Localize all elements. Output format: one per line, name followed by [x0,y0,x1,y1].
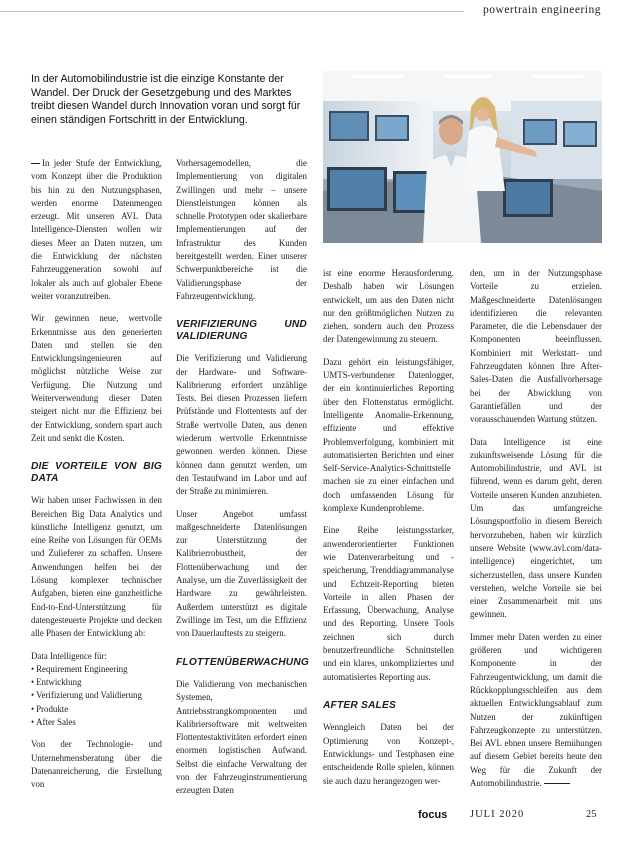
paragraph: Vorhersagemodellen, die Implementierung von digitalen Zwillingen und mehr – unsere Dienstleistungen können als schnelle Prototypen oder skalierbare Implementierungen auf der Infrastruktur des Kunden bereitgestellt werden. Einer unserer Schwerpunktbereiche ist die Validierungsphase der Fahrzeugentwicklung. [176,158,307,301]
list-item: • Entwicklung [31,676,162,689]
list-title: Data Intelligence für: [31,650,107,661]
list-item: • Verifizierung und Validierung [31,689,162,702]
section-label: powertrain engineering [483,4,601,16]
end-mark [544,783,570,784]
paragraph: ist eine enorme Herausforderung. Deshalb haben wir Lösungen entwickelt, um aus den Daten nicht nur den größtmöglichen Nutzen zu ziehen, sondern auch den Prozess der Datengewinnung zu steuern. [323,268,454,345]
column-4 [470,267,602,799]
column-2 [176,157,310,807]
paragraph: den, um in der Nutzungsphase Vorteile zu erzielen. Maßgeschneiderte Datenlösungen identifizieren die relevanten Parameter, die die Lebensdauer der Komponenten beeinflussen. Kombiniert mit Werkstatt- und Fahrzeugdaten können Ihre After-Sales-Daten die Ausfallvorhersage bei der Abwicklung von Garantiefällen und der vorausschauenden Wartung stützen. [470,268,602,425]
list-item: • After Sales [31,716,162,729]
subheading: FLOTTENÜBERWACHUNG [176,656,310,668]
list-item: • Requirement Engineering [31,663,162,676]
issue-date: JULI 2020 [470,809,525,820]
bullet-list [31,663,162,729]
paragraph: Eine Reihe leistungsstarker, anwenderorientierter Funktionen wie Datenverarbeitung und -speicherung, Trenddiagrammanalyse und Echtzeit-Reporting bieten Vorteile in allen Phasen der Erfassung, Überwachung, Analyse und des Reporting. Unsere Tools zeichnen sich durch benutzerfreundliche Schnittstellen und ein klares, unkompliziertes und automatisiertes Reporting aus. [323,525,454,682]
column-3 [323,267,454,797]
paragraph-dash [31,163,40,164]
paragraph: Unser Angebot umfasst maßgeschneiderte Datenlösungen zur Unterstützung der Kalibrierrobustheit, der Flottenüberwachung und der Analyse, um die Zuverlässigkeit der Hardware zu gewährleisten. Außerdem unterstützt es digitale Zwillinge im Test, um die Effizienz von Dauerlauftests zu steigern. [176,508,307,639]
paragraph: Data Intelligence ist eine zukunftsweisende Lösung für die Automobilindustrie, und AVL ist führend, wenn es darum geht, deren Vorteile unseren Kunden anzubieten. Um das umfangreiche Lösungsportfolio in diesem Bereich hervorzuheben, haben wir kürzlich unsere Website (www.avl.com/data-intelligence) eingerichtet, um sicherzustellen, dass unsere Kunden verstehen, welche Vorteile sie bei einer Zusammenarbeit mit uns gewinnen. [470,436,602,620]
paragraph: Immer mehr Daten werden zu einer größeren und wichtigeren Komponente in der Fahrzeugentwicklung, um damit die Rückkopplungsschleifen aus dem aktuellen Entwicklungsablauf zum Nutzen der zukünftigen Fahrzeugkonzepte zu unterstützen. Bei AVL ebnen unsere Bemühungen auf diesem Gebiet bereits heute den Weg für die Zukunft der Automobilindustrie. [470,631,602,788]
paragraph: Wir haben unser Fachwissen in den Bereichen Big Data Analytics und künstliche Intelligenz genutzt, um eine Reihe von Lösungen für OEMs und Zulieferer zu schaffen. Unsere Anwendungen helfen bei der Lösung komplexer technischer Aufgaben, bieten eine ganzheitliche End-to-End-Unterstützung für datengesteuerte Projekte und decken alle Phasen der Entwicklung ab: [31,495,162,639]
paragraph: Wenngleich Daten bei der Optimierung von Konzept-, Entwicklungs- und Testphasen eine entscheidende Rolle spielen, können sie auch dazu herangezogen wer- [323,722,454,786]
header-rule [0,11,464,12]
list-item: • Produkte [31,703,162,716]
paragraph: Die Validierung von mechanischen Systemen, Antriebsstrangkomponenten und Kalibriersoftware mit weltweiten Flottentestaktivitäten erfordert einen enormen logistischen Aufwand. Selbst die einfache Verwaltung der von der Fahrzeuginstrumentierung erzeugten Daten [176,679,307,796]
paragraph: Von der Technologie- und Unternehmensberatung über die Datenanreicherung, die Erstellung von [31,739,162,790]
subheading: AFTER SALES [323,699,396,711]
magazine-logo: focus [418,809,448,821]
page-number: 25 [586,809,597,820]
paragraph: Die Verifizierung und Validierung der Hardware- und Software-Kalibrierung erfordert unzählige Tests. Bei diesen Prozessen liefern Prüfstände und Flottentests auf der Straße wertvolle Daten, aus denen wiederum wertvolle Erkenntnisse gewonnen werden können. Diese können dann genutzt werden, um den Testaufwand im Labor und auf der Straße zu minimieren. [176,353,307,497]
subheading: DIE VORTEILE VON BIG DATA [31,461,162,484]
paragraph: Wir gewinnen neue, wertvolle Erkenntnisse aus den generierten Daten und stellen sie den Entwicklungsingenieuren auf möglichst nützliche Weise zur Verfügung. Die Nutzung und Weiterverwendung dieser Daten steigert nicht nur die Effizienz bei der Entwicklung, sondern spart auch Zeit und senkt die Kosten. [31,313,162,443]
column-1 [31,157,162,800]
subheading: VERIFIZIERUNG UND VALIDIERUNG [176,319,307,342]
paragraph: In jeder Stufe der Entwicklung, vom Konzept über die Produktion bis hin zu den Nutzungsphasen, werden enorme Datenmengen erzeugt. Mit unseren AVL Data Intelligence-Diensten wollen wir dieses Meer an Daten nutzen, um die Entwicklung der nächsten Fahrzeuggeneration sowohl auf lokaler als auch auf globaler Ebene weiter voranzutreiben. [31,158,162,301]
lead-paragraph: In der Automobilindustrie ist die einzige Konstante der Wandel. Der Druck der Gesetzgebung und des Marktes treibt diesen Wandel durch Innovation voran und sorgt für einen ständigen Fortschritt in der Entwicklung. [31,73,301,126]
article-photo [323,71,602,243]
paragraph: Dazu gehört ein leistungsfähiger, UMTS-verbundener Datenlogger, der ein kontinuierliches Reporting über den Flottenstatus ermöglicht. Intelligente Anomalie-Erkennung, effiziente und effektive Problemverfolgung, kombiniert mit automatisierten Berichten und einer Self-Service-Analytics-Schnittstelle machen sie zu einer einfachen und doch umfassenden Lösung für komplexe Kundenprobleme. [323,356,454,514]
lab-engineers-photo [323,71,602,243]
